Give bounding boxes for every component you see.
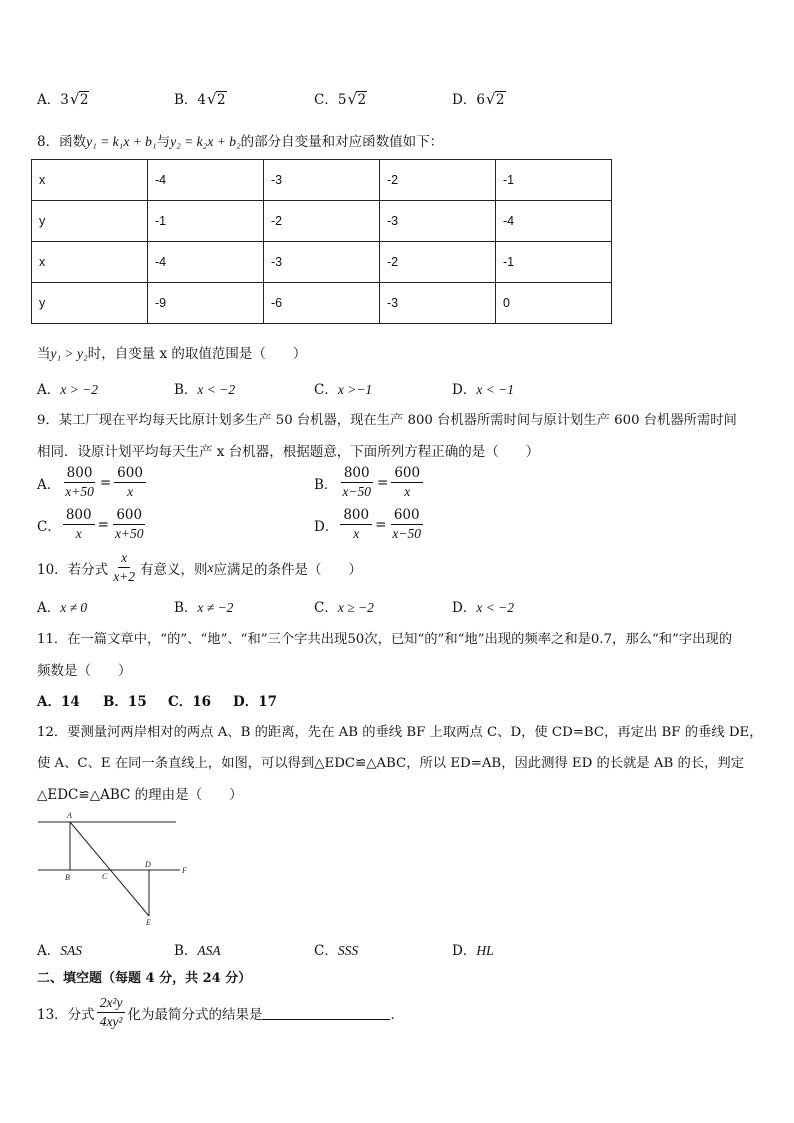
fraction: $\frac{800}{x+50}$ — [65, 465, 94, 499]
q10-stem: 10．若分式 $\frac{x}{x+2}$ 有意义，则 x 应满足的条件是（ ） — [37, 550, 363, 584]
q10-option-c: C．x ≥ −2 — [314, 600, 374, 616]
table-cell: -3 — [264, 160, 380, 201]
table-cell: -2 — [264, 201, 380, 242]
q11-stem-line1: 11．在一篇文章中，“的”、“地”、“和”三个字共出现50次，已知“的”和“地”出现的频率之和是0.7，那么“和”字出现的 — [37, 632, 733, 647]
table-cell: -4 — [496, 201, 612, 242]
q8-condition: 当y₁ > y₂时，自变量 x 的取值范围是（ ） — [37, 346, 307, 362]
q9-stem-line1: 9．某工厂现在平均每天比原计划多生产 50 台机器，现在生产 800 台机器所需时间与原计划生产 600 台机器所需时间 — [37, 413, 737, 428]
table-cell: y — [32, 283, 148, 324]
fraction: $\frac{x}{x+2}$ — [113, 550, 136, 584]
table-cell: y — [32, 201, 148, 242]
fraction: $\frac{600}{x+50}$ — [114, 507, 144, 541]
q9-option-b: B． $\frac{800}{x-50}$ = $\frac{600}{x}$ — [314, 465, 425, 500]
q11-option-b: B．15 — [103, 694, 147, 710]
sqrt-symbol: √ 2 — [485, 90, 505, 108]
q12-stem-line1: 12．要测量河两岸相对的两点 A、B 的距离，先在 AB 的垂线 BF 上取两点 C、D，使 CD=BC，再定出 BF 的垂线 DE， — [37, 725, 763, 740]
q10-option-d: D．x < −2 — [452, 600, 515, 616]
q12-option-c: C．SSS — [314, 943, 359, 959]
table-cell: -3 — [380, 201, 496, 242]
fraction: $\frac{800}{x-50}$ — [342, 465, 372, 499]
table-row — [32, 242, 612, 283]
sqrt-symbol: √ 2 — [347, 90, 367, 108]
q7-option-d: D．6 √ 2 — [452, 90, 505, 108]
table-cell: -6 — [264, 283, 380, 324]
table-cell: -1 — [148, 201, 264, 242]
q13-stem: 13．分式 $\frac{\text{2x²y}}{\text{4xy²}}$ 化为最简分式的结果是 ． — [37, 995, 404, 1029]
table-cell: -1 — [496, 160, 612, 201]
q10-option-b: B．x ≠ −2 — [174, 600, 234, 616]
q12-option-a: A．SAS — [37, 943, 82, 959]
table-cell: -2 — [380, 242, 496, 283]
q7-option-c: C．5 √ 2 — [314, 90, 367, 108]
table-cell: -3 — [380, 283, 496, 324]
table-row — [32, 283, 612, 324]
fraction: $\frac{\text{2x²y}}{\text{4xy²}}$ — [97, 995, 126, 1030]
table-cell: -3 — [264, 242, 380, 283]
table-cell: -4 — [148, 160, 264, 201]
q9-option-d: D． $\frac{800}{x}$ = $\frac{600}{x-50}$ — [314, 507, 426, 542]
q10-option-a: A．x ≠ 0 — [37, 600, 88, 616]
table-row — [32, 160, 612, 201]
table-row — [32, 201, 612, 242]
q12-stem-line2: 使 A、C、E 在同一条直线上，如图，可以得到△EDC≌△ABC，所以 ED=AB，因此测得 ED 的长就是 AB 的长，判定 — [37, 756, 745, 771]
q8-option-a: A．x > −2 — [37, 382, 98, 398]
table-cell: x — [32, 160, 148, 201]
fraction: $\frac{600}{x}$ — [391, 465, 423, 500]
q8-value-table — [31, 159, 612, 324]
label-c: C — [102, 872, 108, 881]
section-title: 二、填空题（每题 4 分，共 24 分） — [37, 971, 252, 986]
q7-option-b: B．4 √ 2 — [174, 90, 226, 108]
q12-option-b: B．ASA — [174, 943, 221, 959]
fraction: $\frac{800}{x}$ — [63, 507, 95, 542]
table-cell: 0 — [496, 283, 612, 324]
q8-option-c: C．x >−1 — [314, 382, 373, 398]
q9-stem-line2: 相同．设原计划平均每天生产 x 台机器，根据题意，下面所列方程正确的是（ ） — [37, 444, 540, 460]
table-cell: -9 — [148, 283, 264, 324]
sqrt-symbol: √ 2 — [207, 90, 226, 108]
q8-option-d: D．x < −1 — [452, 382, 515, 398]
answer-blank[interactable] — [262, 1005, 390, 1020]
segment-ae — [70, 822, 149, 916]
fraction: $\frac{600}{x-50}$ — [392, 507, 422, 541]
fraction: $\frac{600}{x}$ — [114, 465, 146, 500]
table-cell: x — [32, 242, 148, 283]
q12-figure — [30, 808, 200, 930]
label-b: B — [65, 873, 70, 882]
q8-option-b: B．x < −2 — [174, 382, 236, 398]
q9-option-c: C． $\frac{800}{x}$ = $\frac{600}{x+50}$ — [37, 507, 149, 542]
q11-stem-line2: 频数是（ ） — [37, 663, 132, 679]
label-d: D — [145, 860, 151, 869]
label-f: F — [182, 866, 187, 875]
fraction: $\frac{800}{x}$ — [340, 507, 372, 542]
q11-option-d: D．17 — [233, 694, 278, 710]
q11-option-a: A．14 — [37, 694, 80, 710]
table-cell: -2 — [380, 160, 496, 201]
label-e: E — [146, 918, 151, 927]
sqrt-symbol: √ 2 — [69, 90, 89, 108]
q9-option-a: A． $\frac{800}{x+50}$ = $\frac{600}{x}$ — [37, 465, 148, 500]
q8-stem: 8．函数y₁ = k₁x + b₁与y₂ = k₂x + b₂的部分自变量和对应函数值如下： — [37, 134, 444, 150]
q12-stem-line3: △EDC≌△ABC 的理由是（ ） — [37, 787, 243, 803]
label-a: A — [67, 811, 72, 820]
table-cell: -4 — [148, 242, 264, 283]
q7-option-a: A．3 √ 2 — [37, 90, 89, 108]
table-cell: -1 — [496, 242, 612, 283]
q11-option-c: C．16 — [168, 694, 212, 710]
q12-option-d: D．HL — [452, 943, 494, 959]
